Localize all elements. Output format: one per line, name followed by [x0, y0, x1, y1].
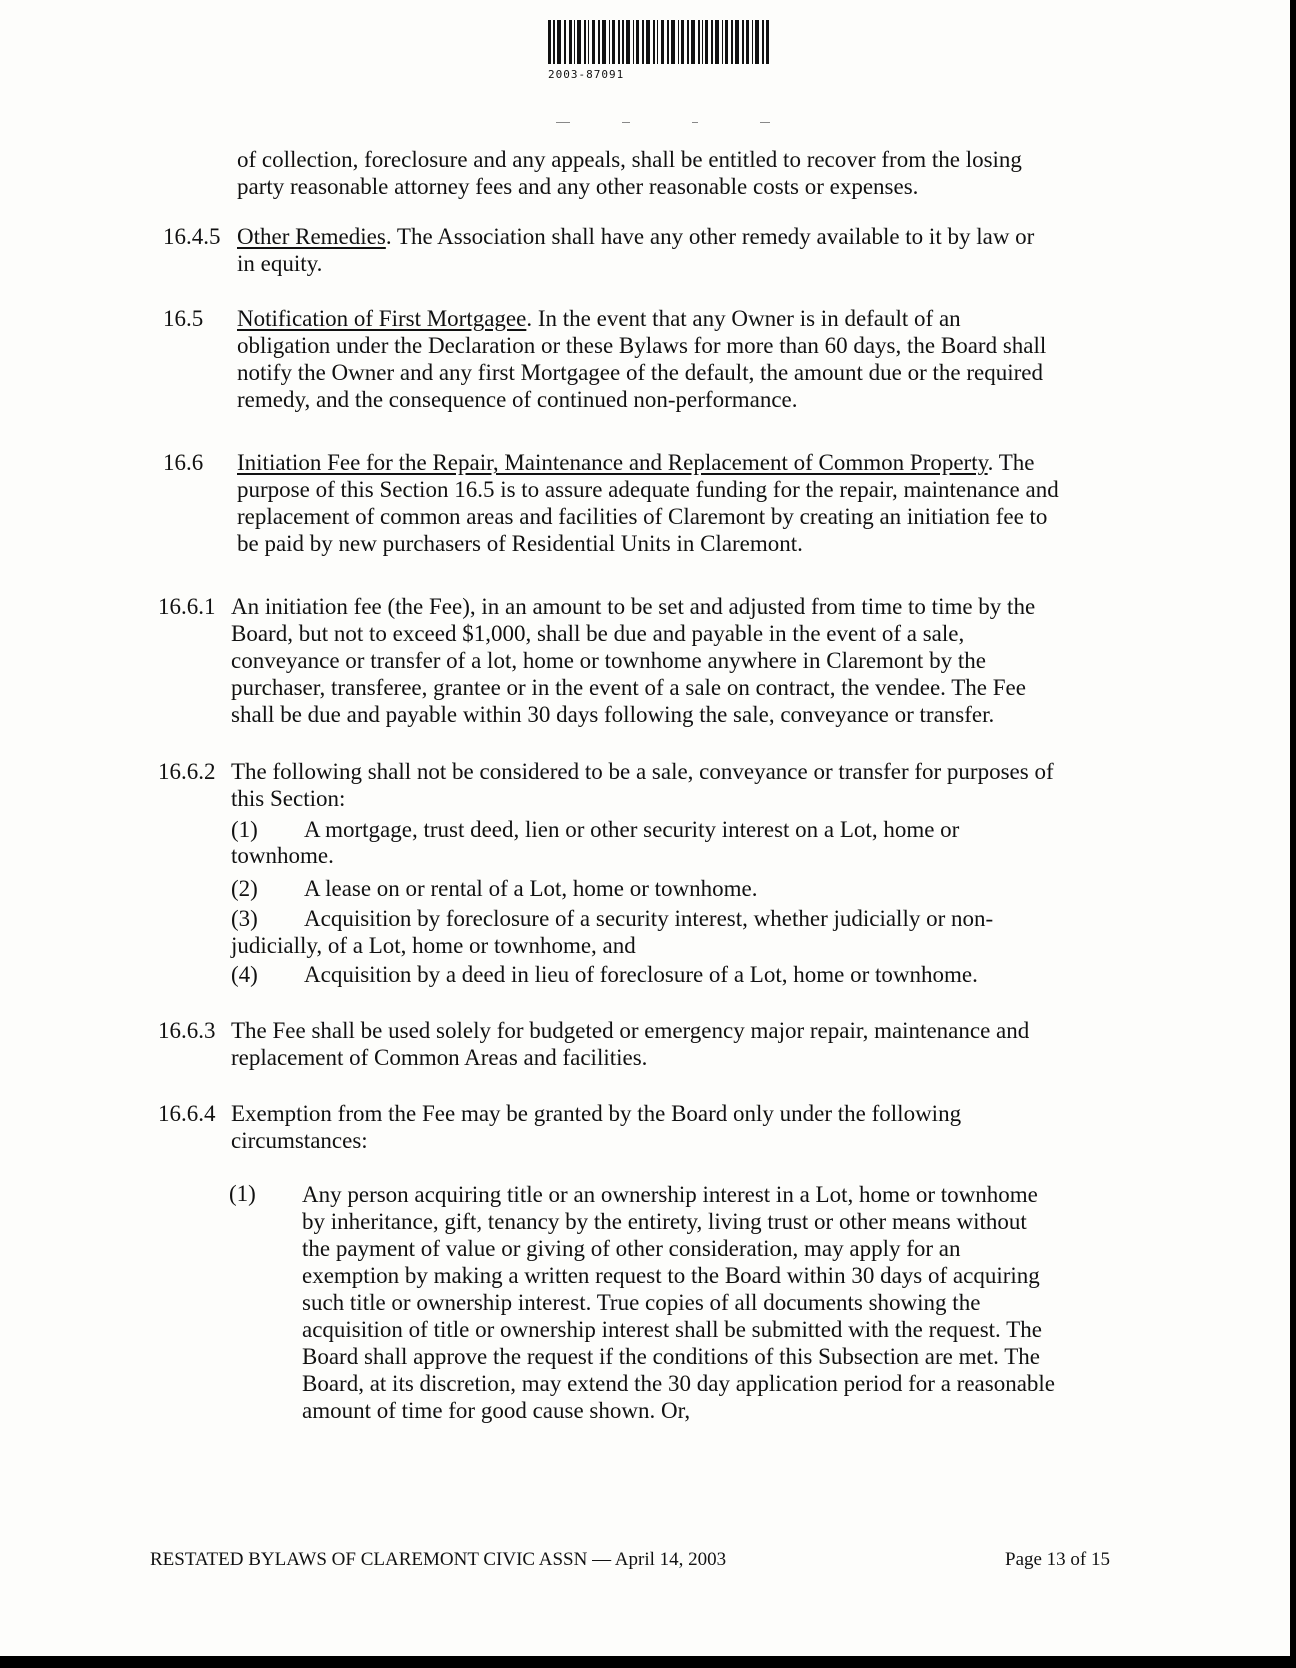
scan-mark — [760, 122, 770, 123]
paragraph-line: by inheritance, gift, tenancy by the entirety, living trust or other means without — [302, 1209, 1027, 1234]
paragraph-line: in equity. — [237, 251, 323, 276]
paragraph-line: Any person acquiring title or an ownership interest in a Lot, home or townhome — [302, 1182, 1038, 1207]
paragraph-line: Board shall approve the request if the conditions of this Subsection are met. The — [302, 1344, 1040, 1369]
paragraph-line: replacement of common areas and facilities of Claremont by creating an initiation fee to — [237, 504, 1048, 529]
paragraph-line: Board, at its discretion, may extend the 30 day application period for a reasonable — [302, 1371, 1056, 1396]
paragraph-line: purchaser, transferee, grantee or in the event of a sale on contract, the vendee. The Fee — [231, 675, 1026, 700]
list-item-label: (4) — [231, 962, 258, 987]
list-item-text: Acquisition by a deed in lieu of foreclosure of a Lot, home or townhome. — [304, 962, 978, 987]
section-number: 16.6.2 — [158, 759, 216, 784]
page-number: Page 13 of 15 — [1005, 1549, 1111, 1570]
section-heading-line — [237, 305, 961, 332]
section-number: 16.6.3 — [158, 1018, 216, 1043]
section-number: 16.5 — [163, 306, 204, 331]
paragraph-line: Board, but not to exceed $1,000, shall be due and payable in the event of a sale, — [231, 621, 965, 646]
paragraph-line: The following shall not be considered to be a sale, conveyance or transfer for purposes of — [231, 759, 1054, 784]
paragraph-line: this Section: — [231, 786, 346, 811]
section-heading: Notification of First Mortgagee — [237, 306, 527, 331]
paragraph-line: Exemption from the Fee may be granted by the Board only under the following — [231, 1101, 962, 1126]
paragraph-line: acquisition of title or ownership interest shall be submitted with the request. The — [302, 1317, 1042, 1342]
scan-mark — [692, 122, 698, 123]
footer-title: RESTATED BYLAWS OF CLAREMONT CIVIC ASSN — April 14, 2003 — [150, 1549, 727, 1570]
paragraph-line: replacement of Common Areas and facilities. — [231, 1045, 648, 1070]
paragraph-line: the payment of value or giving of other consideration, may apply for an — [302, 1236, 961, 1261]
paragraph-line: conveyance or transfer of a lot, home or townhome anywhere in Claremont by the — [231, 648, 986, 673]
list-item-text: A lease on or rental of a Lot, home or townhome. — [304, 876, 758, 901]
scan-mark — [622, 122, 630, 123]
paragraph-line: shall be due and payable within 30 days following the sale, conveyance or transfer. — [231, 702, 995, 727]
list-item-text: Acquisition by foreclosure of a security interest, whether judicially or non- — [304, 906, 994, 931]
section-number: 16.6 — [163, 450, 204, 475]
section-text: . The Association shall have any other remedy available to it by law or — [385, 224, 1035, 249]
paragraph-line: party reasonable attorney fees and any other reasonable costs or expenses. — [237, 174, 919, 199]
barcode-number: 2003-87091 — [548, 68, 625, 81]
list-item-label: (2) — [231, 876, 258, 901]
section-heading-line — [237, 223, 1034, 250]
section-text: . The — [987, 450, 1035, 475]
section-heading-line — [237, 449, 1034, 476]
list-item-text: A mortgage, trust deed, lien or other security interest on a Lot, home or — [304, 817, 960, 842]
section-heading: Initiation Fee for the Repair, Maintenance and Replacement of Common Property — [237, 450, 988, 475]
paragraph-line: be paid by new purchasers of Residential Units in Claremont. — [237, 531, 803, 556]
paragraph-line: of collection, foreclosure and any appeals, shall be entitled to recover from the losing — [237, 147, 1022, 172]
paragraph-line: The Fee shall be used solely for budgeted or emergency major repair, maintenance and — [231, 1018, 1030, 1043]
paragraph-line: circumstances: — [231, 1128, 368, 1153]
list-item-text: townhome. — [231, 843, 334, 868]
paragraph-line: amount of time for good cause shown. Or, — [302, 1398, 691, 1423]
paragraph-line: An initiation fee (the Fee), in an amount to be set and adjusted from time to time by the — [231, 594, 1036, 619]
paragraph-line: purpose of this Section 16.5 is to assure adequate funding for the repair, maintenance and — [237, 477, 1059, 502]
paragraph-line: notify the Owner and any first Mortgagee of the default, the amount due or the required — [237, 360, 1044, 385]
section-heading: Other Remedies — [237, 224, 386, 249]
list-item-label: (1) — [229, 1181, 256, 1206]
section-number: 16.4.5 — [163, 224, 221, 249]
barcode-graphic — [548, 20, 770, 70]
paragraph-line: remedy, and the consequence of continued non-performance. — [237, 387, 798, 412]
paragraph-line: obligation under the Declaration or these Bylaws for more than 60 days, the Board shall — [237, 333, 1047, 358]
section-number: 16.6.1 — [158, 594, 216, 619]
section-text: . In the event that any Owner is in default of an — [526, 306, 961, 331]
section-number: 16.6.4 — [158, 1101, 216, 1126]
paragraph-line: exemption by making a written request to the Board within 30 days of acquiring — [302, 1263, 1040, 1288]
scan-mark — [556, 122, 570, 123]
list-item-text: judicially, of a Lot, home or townhome, and — [231, 933, 636, 958]
list-item-label: (1) — [231, 817, 258, 842]
list-item-label: (3) — [231, 906, 258, 931]
paragraph-line: such title or ownership interest. True copies of all documents showing the — [302, 1290, 981, 1315]
